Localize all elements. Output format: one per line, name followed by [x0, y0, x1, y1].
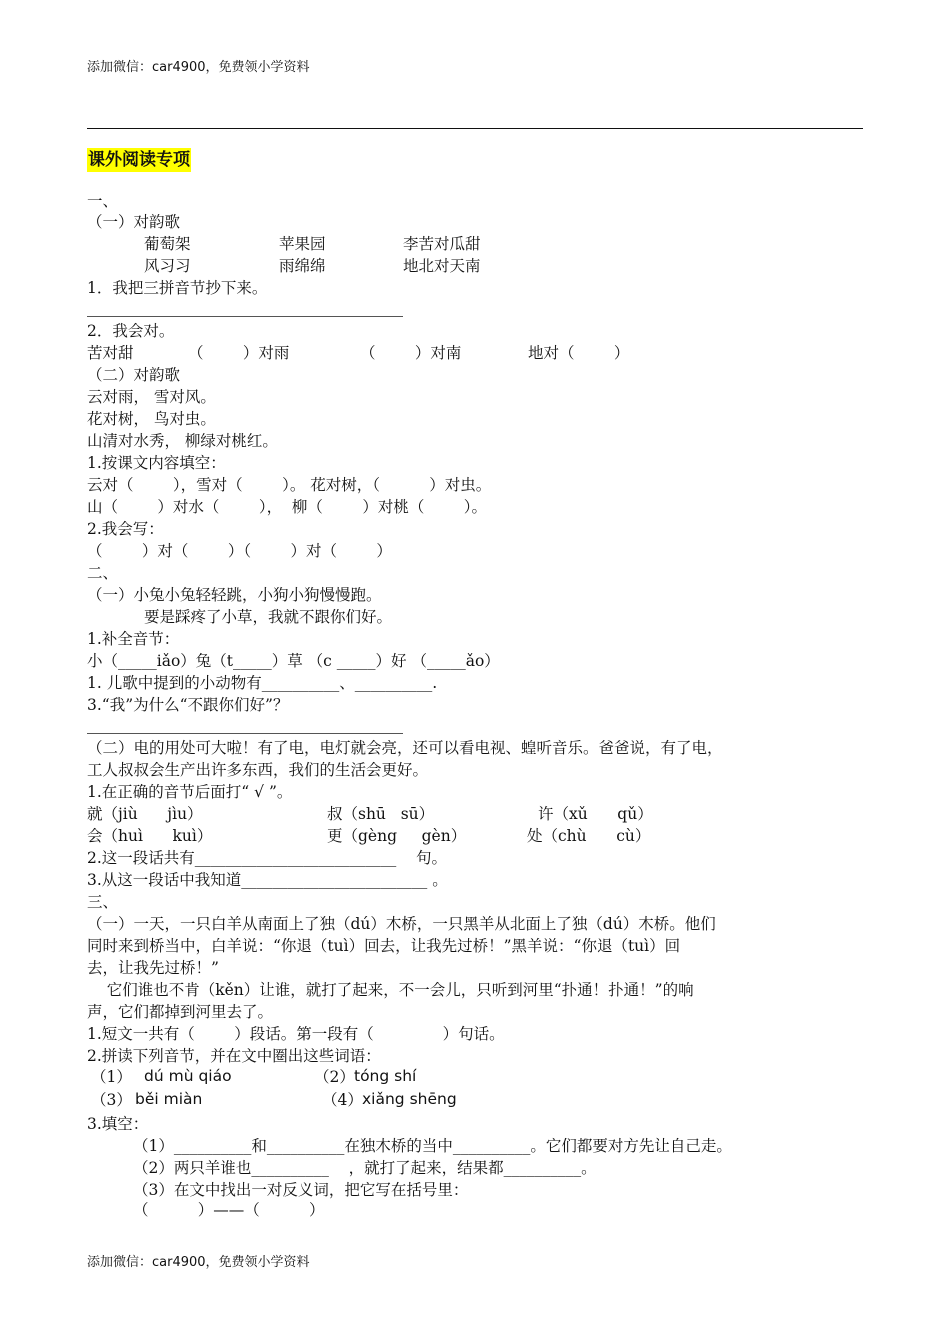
pinyin-choice: 就（jiù jìu） [87, 805, 203, 823]
pair-item: 地对（ ） [528, 344, 630, 362]
fill-line: （ ）对（ ）（ ）对（ ） [87, 542, 392, 560]
pinyin-choice: 处（chù cù） [527, 827, 651, 845]
question: 3.填空： [87, 1115, 149, 1133]
passage-line: 声，它们都掉到河里去了。 [87, 1003, 274, 1021]
section-heading-3: 三、 [87, 893, 119, 911]
pair-item: （ ）对南 [360, 344, 462, 362]
passage-line: 山清对水秀， 柳绿对桃红。 [87, 432, 278, 450]
answer-line [87, 316, 403, 317]
header-rule [87, 128, 863, 129]
pinyin-word: tóng shí [354, 1067, 417, 1085]
question: 3.“我”为什么“不跟你们好”？ [87, 696, 289, 714]
question: 1.按课文内容填空： [87, 454, 226, 472]
pair-item: （ ）对雨 [188, 344, 290, 362]
passage-line: 花对树， 鸟对虫。 [87, 410, 216, 428]
pair-item: 苦对甜 [87, 344, 134, 362]
passage-line: （一）小兔小兔轻轻跳，小狗小狗慢慢跑。 [87, 586, 382, 604]
question: 1.补全音节： [87, 630, 180, 648]
fill-line: 云对（ ），雪对（ ）。 花对树，（ ）对虫。 [87, 476, 492, 494]
poem-word: 葡萄架 [144, 235, 191, 253]
question: 1.在正确的音节后面打“ √ ”。 [87, 783, 293, 801]
fill-line: （2）两只羊谁也__________ ，就打了起来，结果都__________。 [133, 1159, 597, 1177]
fill-line: （ ）——（ ） [133, 1201, 325, 1219]
poem-word: 雨绵绵 [279, 257, 326, 275]
poem-word: 李苦对瓜甜 [403, 235, 481, 253]
passage-line: （一）一天，一只白羊从南面上了独（dú）木桥，一只黑羊从北面上了独（dú）木桥。他们 [87, 915, 716, 933]
passage-line: 要是踩疼了小草，我就不跟你们好。 [144, 608, 393, 626]
poem-word: 地北对天南 [403, 257, 481, 275]
pinyin-word: xiǎng shēng [362, 1090, 457, 1108]
question: 2．我会对。 [87, 322, 175, 340]
pinyin-choice: 会（huì kuì） [87, 827, 213, 845]
word-number: （2） [314, 1068, 355, 1086]
section-heading-2: 二、 [87, 564, 119, 582]
fill-line: 山（ ）对水（ ）， 柳（ ）对桃（ ）。 [87, 498, 488, 516]
fill-line: （1）__________和__________在独木桥的当中__________。它们都要对方先让自己走。 [133, 1137, 732, 1155]
passage-line: 同时来到桥当中，白羊说：“你退（tuì）回去，让我先过桥！”黑羊说：“你退（tuì）回 [87, 937, 681, 955]
pinyin-choice: 许（xǔ qǔ） [538, 805, 653, 823]
pinyin-word: dú mù qiáo [144, 1067, 232, 1085]
question: 2.拼读下列音节，并在文中圈出这些词语： [87, 1047, 381, 1065]
passage-title: （二）对韵歌 [87, 366, 181, 384]
page-header-note: 添加微信：car4900，免费领小学资料 [87, 60, 310, 75]
pinyin-choice: 更（gèng gèn） [327, 827, 467, 845]
poem-word: 苹果园 [279, 235, 326, 253]
question: 2.这一段话共有__________________________ 句。 [87, 849, 447, 867]
passage-line: 去，让我先过桥！” [87, 959, 219, 977]
question: 1.短文一共有（ ）段话。第一段有（ ）句话。 [87, 1025, 505, 1043]
page-footer-note: 添加微信：car4900，免费领小学资料 [87, 1255, 310, 1270]
page-title: 课外阅读专项 [88, 150, 190, 170]
fill-line: 小（_____iǎo）兔（t_____）草 （c _____）好 （_____ǎo） [87, 652, 500, 670]
section-heading-1: 一、 [87, 192, 119, 210]
word-number: （4） [322, 1091, 363, 1109]
passage-line: 云对雨， 雪对风。 [87, 388, 216, 406]
fill-line: （3）在文中找出一对反义词，把它写在括号里： [133, 1181, 469, 1199]
word-number: （1） [91, 1068, 132, 1086]
passage-line: 它们谁也不肯（kěn）让谁，就打了起来，不一会儿，只听到河里“扑通！扑通！”的响 [87, 981, 694, 999]
question: 2.我会写： [87, 520, 164, 538]
pinyin-choice: 叔（shū sū） [327, 805, 435, 823]
word-number: （3） [91, 1091, 132, 1109]
question: 1. 儿歌中提到的小动物有__________、__________. [87, 674, 438, 692]
passage-title: （一）对韵歌 [87, 213, 181, 231]
question: 1．我把三拼音节抄下来。 [87, 279, 268, 297]
answer-line [87, 733, 403, 734]
poem-word: 风习习 [144, 257, 191, 275]
passage-line: （二）电的用处可大啦！有了电，电灯就会亮，还可以看电视、蝗听音乐。爸爸说，有了电， [87, 739, 723, 757]
question: 3.从这一段话中我知道________________________ 。 [87, 871, 448, 889]
pinyin-word: běi miàn [135, 1090, 203, 1108]
passage-line: 工人叔叔会生产出许多东西，我们的生活会更好。 [87, 761, 429, 779]
